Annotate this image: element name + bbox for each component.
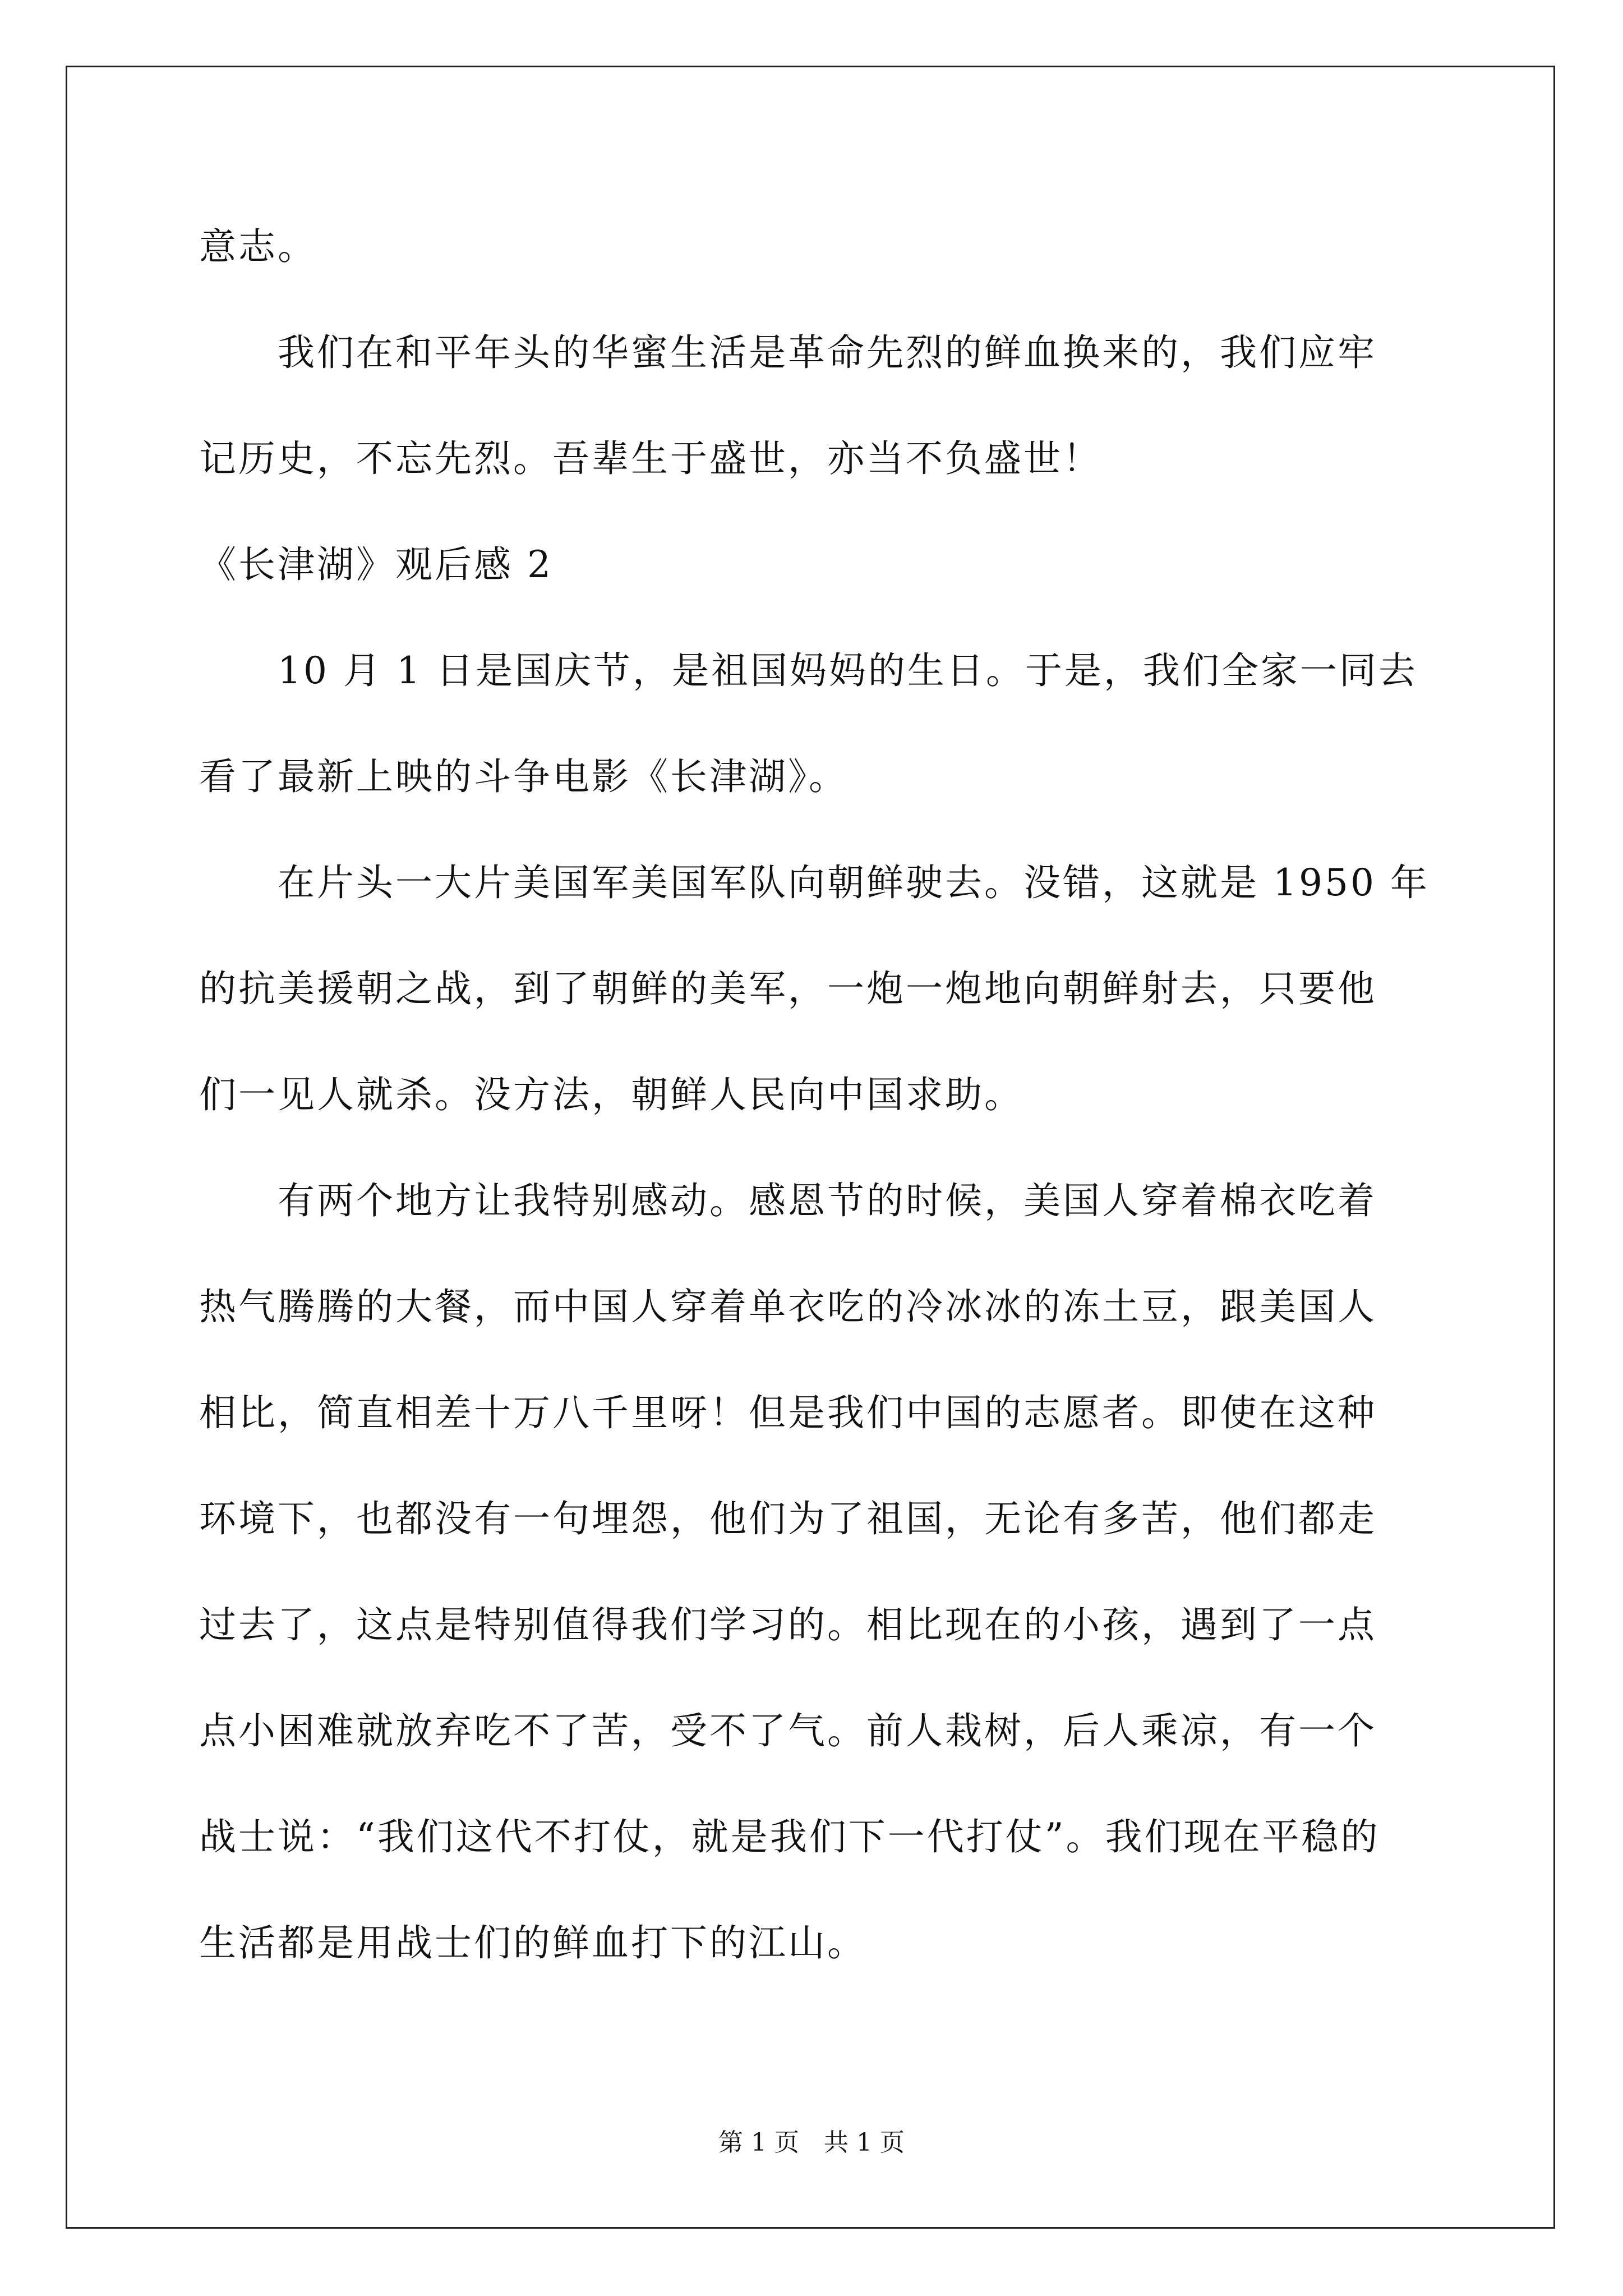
text-line: 10 月 1 日是国庆节，是祖国妈妈的生日。于是，我们全家一同去 (199, 649, 1418, 692)
page-footer: 第 1 页 共 1 页 (718, 2128, 905, 2157)
text-line: 相比，简直相差十万八千里呀！但是我们中国的志愿者。即使在这种 (199, 1391, 1377, 1434)
text-line: 我们在和平年头的华蜜生活是革命先烈的鲜血换来的，我们应牢 (199, 331, 1377, 374)
text-line: 意志。 (199, 225, 317, 268)
text-line: 们一见人就杀。没方法，朝鲜人民向中国求助。 (199, 1073, 1023, 1116)
text-line: 环境下，也都没有一句埋怨，他们为了祖国，无论有多苦，他们都走 (199, 1497, 1377, 1540)
text-line: 在片头一大片美国军美国军队向朝鲜驶去。没错，这就是 1950 年 (199, 861, 1430, 904)
document-body (199, 194, 1433, 1996)
text-line: 战士说：“我们这代不打仗，就是我们下一代打仗”。我们现在平稳的 (199, 1815, 1380, 1858)
text-line: 记历史，不忘先烈。吾辈生于盛世，亦当不负盛世！ (199, 437, 1102, 480)
text-line: 的抗美援朝之战，到了朝鲜的美军，一炮一炮地向朝鲜射去，只要他 (199, 967, 1377, 1010)
text-line: 过去了，这点是特别值得我们学习的。相比现在的小孩，遇到了一点 (199, 1603, 1377, 1646)
text-line: 有两个地方让我特别感动。感恩节的时候，美国人穿着棉衣吃着 (199, 1179, 1377, 1222)
text-line: 生活都是用战士们的鲜血打下的江山。 (199, 1921, 866, 1964)
text-line: 点小困难就放弃吃不了苦，受不了气。前人栽树，后人乘凉，有一个 (199, 1709, 1377, 1752)
text-line: 热气腾腾的大餐，而中国人穿着单衣吃的冷冰冰的冻土豆，跟美国人 (199, 1285, 1377, 1328)
text-line: 看了最新上映的斗争电影《长津湖》。 (199, 755, 848, 798)
section-title: 《长津湖》观后感 2 (199, 543, 553, 586)
